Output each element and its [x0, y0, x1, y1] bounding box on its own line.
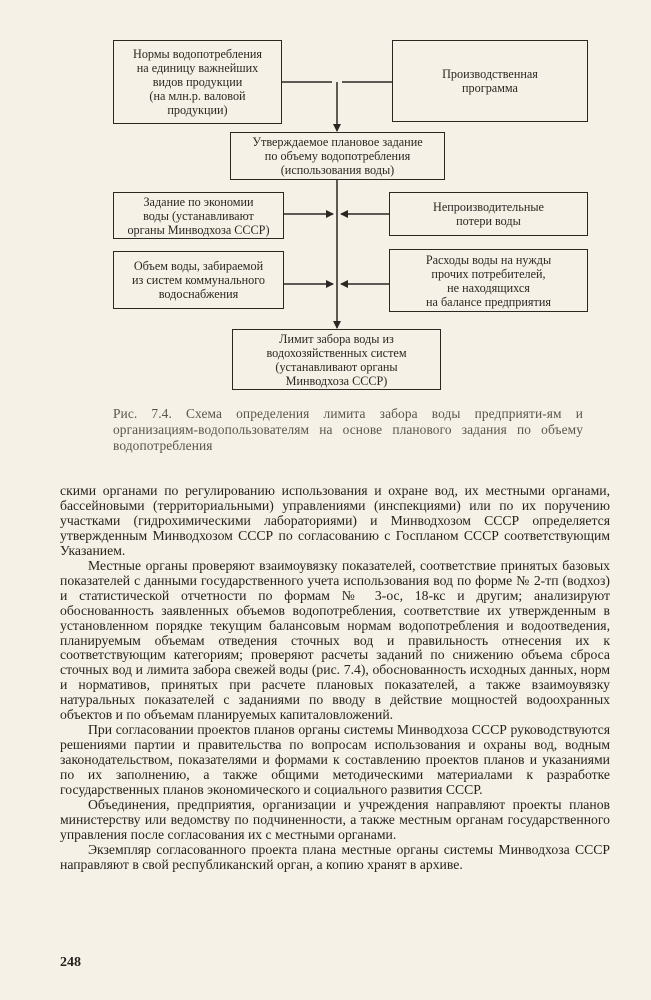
paragraph-4: Объединения, предприятия, организации и учреждения направляют проекты планов министерству или ведомству по подчиненности, а также местным органам государственного управления после согласования их с местными органами.	[60, 797, 610, 842]
paragraph-5: Экземпляр согласованного проекта плана местные органы системы Минводхоза СССР направляют в свой республиканский орган, а копию хранят в архиве.	[60, 841, 610, 872]
flow-diagram	[0, 0, 651, 400]
body-text	[60, 484, 610, 873]
communal-supply-box: Объем воды, забираемой из систем коммунального водоснабжения	[113, 251, 284, 309]
unproductive-losses-box: Непроизводительные потери воды	[389, 192, 588, 236]
page-number: 248	[60, 955, 81, 970]
withdrawal-limit-box: Лимит забора воды из водохозяйственных систем (устанавливают органы Минводхоза СССР)	[232, 329, 441, 390]
economy-task-box: Задание по экономии воды (устанавливают органы Минводхоза СССР)	[113, 192, 284, 239]
figure-caption: Рис. 7.4. Схема определения лимита забора воды предприяти-ям и организациям-водопользователям на основе планового задания по объему водопотребления	[113, 406, 583, 453]
paragraph-3: При согласовании проектов планов органы системы Минводхоза СССР руководствуются решениями партии и правительства по вопросам использования и охраны вод, водным законодательством, показателями и формами к составлению проектов планов и указаниями по их заполнению, а также общими методическими материалами к разработке государственных планов экономического и социального развития СССР.	[60, 722, 610, 798]
other-consumers-box: Расходы воды на нужды прочих потребителей, не находящихся на балансе предприятия	[389, 249, 588, 312]
paragraph-1: скими органами по регулированию использования и охране вод, их местными органами, бассейновыми (территориальными) управлениями (инспекциями) или по их поручению участками (гидрохимическими лабораториями) и Минводхозом СССР определяется утвержденным Минводхозом СССР по согласованию с Госпланом СССР соответствующим Указанием.	[60, 483, 610, 558]
planned-task-box: Утверждаемое плановое задание по объему водопотребления (использования воды)	[230, 132, 445, 180]
production-program-box: Производственная программа	[392, 40, 588, 122]
paragraph-2: Местные органы проверяют взаимоувязку показателей, соответствие принятых базовых показателей с данными государственного учета использования вод по форме № 2-тп (водхоз) и статистической отчетности по формам № 3-ос, 18-кс и другим; анализируют обоснованность заявленных объемов водопотребления, соответствие их утвержденным в установленном порядке текущим балансовым нормам водопотребления и водоотведения, планируемым объемам отведения сточных вод и правильность отнесения их к соответствующим категориям; проверяют расчеты заданий по снижению объема сброса сточных вод и лимита забора свежей воды (рис. 7.4), обоснованность исходных данных, норм и нормативов, принятых при расчете плановых показателей, а также взаимоувязку натуральных показателей с заданиями по вводу в действие мощностей водоохранных объектов и по объемам планируемых капиталовложений.	[60, 557, 610, 723]
norms-box: Нормы водопотребления на единицу важнейших видов продукции (на млн.р. валовой продукции)	[113, 40, 282, 124]
